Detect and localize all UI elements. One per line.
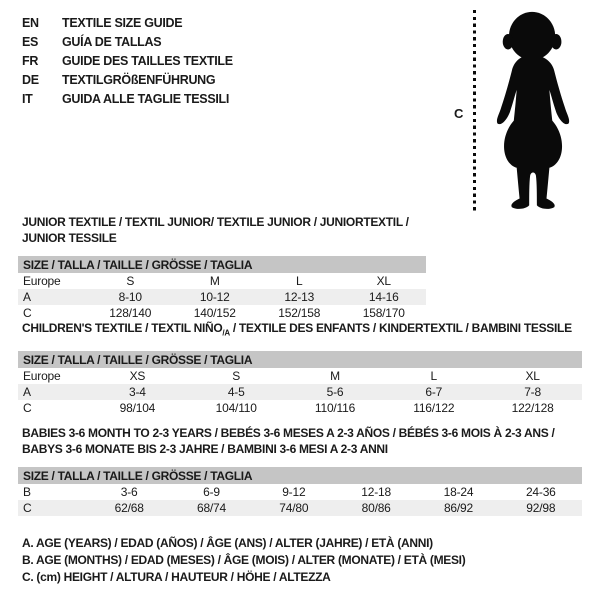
section-heading-line: BABIES 3-6 MONTH TO 2-3 YEARS / BEBÉS 3-6 MESES A 2-3 AÑOS / BÉBÉS 3-6 MOIS À 2-3 ANS / <box>22 426 555 440</box>
language-code: EN <box>22 15 39 30</box>
table-cell: 5-6 <box>326 385 344 400</box>
table-row <box>18 384 582 400</box>
table-cell: 7-8 <box>524 385 541 400</box>
table-cell: 3-4 <box>129 385 146 400</box>
section-heading <box>18 320 582 341</box>
language-row <box>22 32 233 51</box>
row-label: A <box>23 385 31 400</box>
table-cell: L <box>296 274 303 288</box>
size-table <box>18 351 582 416</box>
table-row <box>18 368 582 384</box>
language-code: FR <box>22 53 39 68</box>
footnote-line: B. AGE (MONTHS) / EDAD (MESES) / ÂGE (MOIS) / ALTER (MONATE) / ETÀ (MESI) <box>22 553 466 567</box>
language-row <box>22 13 233 32</box>
table-cell: 80/86 <box>361 501 391 515</box>
language-row <box>22 70 233 89</box>
table-cell: 74/80 <box>279 501 309 515</box>
table-row <box>18 305 426 321</box>
row-label: A <box>23 290 31 304</box>
language-code: ES <box>22 34 39 49</box>
section-heading-line: JUNIOR TEXTILE / TEXTIL JUNIOR/ TEXTILE JUNIOR / JUNIORTEXTIL / JUNIOR TESSILE <box>22 215 409 245</box>
table-cell: 92/98 <box>526 501 556 515</box>
section-junior <box>18 214 426 321</box>
size-table-header: SIZE / TALLA / TAILLE / GRÖSSE / TAGLIA <box>18 467 582 484</box>
table-cell: XS <box>129 369 146 384</box>
section-heading-part: CHILDREN'S TEXTILE / TEXTIL NIÑO <box>22 321 223 335</box>
language-title: TEXTILGRÖßENFÜHRUNG <box>62 72 216 87</box>
table-cell: 12-18 <box>361 485 391 499</box>
row-label: Europe <box>23 274 61 288</box>
row-label: C <box>23 306 32 320</box>
table-cell: 18-24 <box>443 485 474 499</box>
table-cell: 122/128 <box>511 401 554 416</box>
table-cell: 62/68 <box>114 501 144 515</box>
table-cell: 128/140 <box>109 306 152 320</box>
table-row <box>18 273 426 289</box>
table-cell: XL <box>376 274 391 288</box>
table-cell: 8-10 <box>118 290 142 304</box>
row-label: C <box>23 401 32 416</box>
table-cell: M <box>330 369 340 384</box>
table-cell: 3-6 <box>120 485 138 499</box>
language-title: TEXTILE SIZE GUIDE <box>62 15 183 30</box>
size-table-header: SIZE / TALLA / TAILLE / GRÖSSE / TAGLIA <box>18 351 582 368</box>
table-cell: 10-12 <box>199 290 230 304</box>
size-table <box>18 467 582 516</box>
height-measure-label: C <box>454 106 464 121</box>
baby-silhouette-icon <box>482 10 586 212</box>
table-cell: 68/74 <box>196 501 226 515</box>
row-label: B <box>23 485 31 499</box>
footnote-line: A. AGE (YEARS) / EDAD (AÑOS) / ÂGE (ANS) / ALTER (JAHRE) / ETÀ (ANNI) <box>22 536 433 550</box>
table-cell: 98/104 <box>119 401 156 416</box>
table-row <box>18 484 582 500</box>
footnote-line: C. (cm) HEIGHT / ALTURA / HAUTEUR / HÖHE / ALTEZZA <box>22 570 331 584</box>
language-row <box>22 89 233 108</box>
table-cell: 6-9 <box>203 485 220 499</box>
section-heading <box>18 425 582 457</box>
section-heading-part: /A <box>222 328 230 338</box>
table-row <box>18 400 582 416</box>
language-code: DE <box>22 72 39 87</box>
height-measure-line <box>473 10 476 211</box>
table-cell: 24-36 <box>525 485 556 499</box>
table-cell: 6-7 <box>425 385 443 400</box>
language-title: GUÍA DE TALLAS <box>62 34 162 49</box>
table-cell: 4-5 <box>227 385 245 400</box>
table-row <box>18 289 426 305</box>
table-cell: S <box>126 274 135 288</box>
table-cell: S <box>232 369 241 384</box>
table-cell: 14-16 <box>368 290 399 304</box>
language-row <box>22 51 233 70</box>
section-babies <box>18 425 582 516</box>
table-cell: XL <box>525 369 540 384</box>
table-cell: L <box>430 369 438 384</box>
table-cell: 9-12 <box>282 485 306 499</box>
table-cell: 12-13 <box>284 290 315 304</box>
table-cell: 158/170 <box>362 306 405 320</box>
table-cell: 116/122 <box>413 401 455 416</box>
table-cell: 86/92 <box>443 501 473 515</box>
language-title: GUIDE DES TAILLES TEXTILE <box>62 53 233 68</box>
table-cell: 152/158 <box>278 306 321 320</box>
language-list <box>22 13 233 108</box>
language-title: GUIDA ALLE TAGLIE TESSILI <box>62 91 230 106</box>
section-heading-line <box>22 320 582 341</box>
row-label: C <box>23 501 32 515</box>
section-children <box>18 320 582 416</box>
table-cell: 110/116 <box>314 401 356 416</box>
table-cell: M <box>209 274 220 288</box>
size-table <box>18 256 426 321</box>
size-table-header: SIZE / TALLA / TAILLE / GRÖSSE / TAGLIA <box>18 256 426 273</box>
section-heading-line: BABYS 3-6 MONATE BIS 2-3 JAHRE / BAMBINI 3-6 MESI A 2-3 ANNI <box>22 442 388 456</box>
row-label: Europe <box>23 369 61 384</box>
table-cell: 140/152 <box>193 306 236 320</box>
language-code: IT <box>22 91 33 106</box>
section-heading-part: / TEXTILE DES ENFANTS / KINDERTEXTIL / BAMBINI TESSILE <box>229 321 572 335</box>
table-cell: 104/110 <box>215 401 257 416</box>
section-heading <box>18 214 426 246</box>
table-row <box>18 500 582 516</box>
footnotes <box>22 536 465 587</box>
